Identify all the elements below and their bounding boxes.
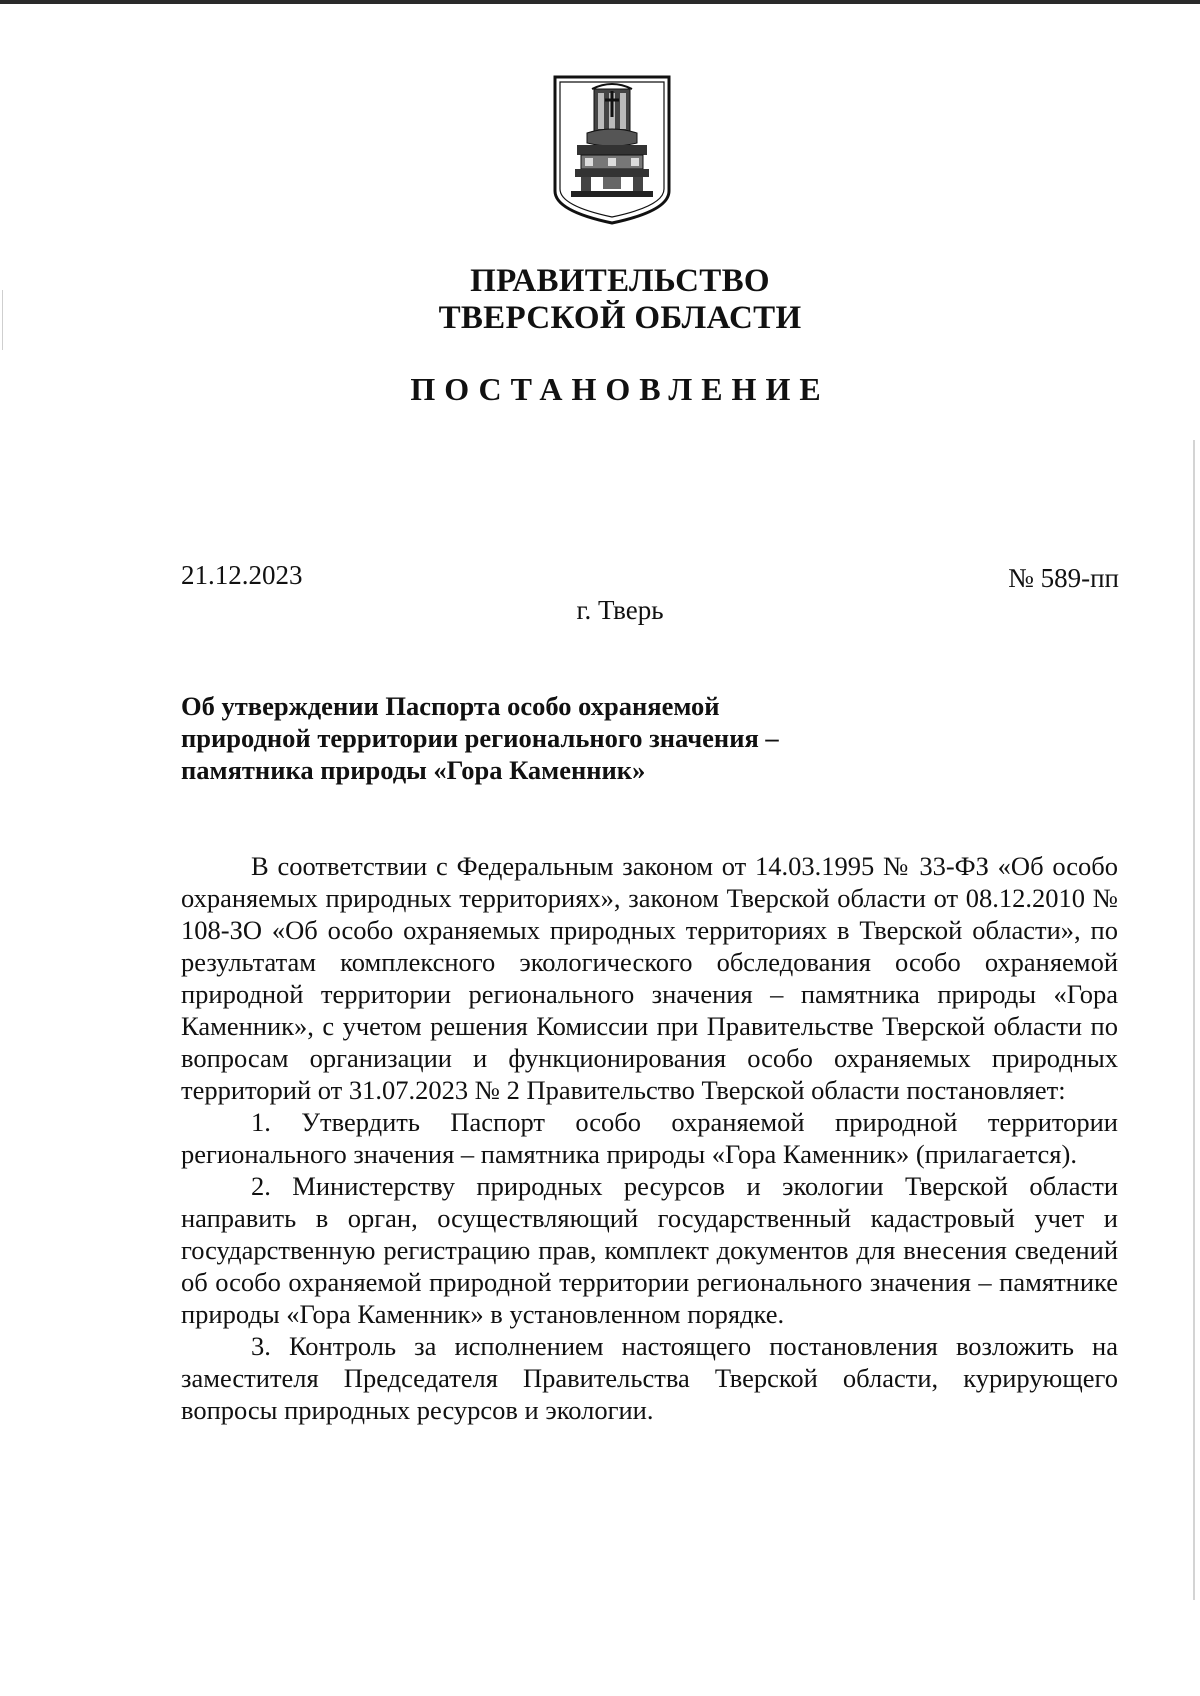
scan-edge-top (0, 0, 1200, 4)
clause-2: 2. Министерству природных ресурсов и экологии Тверской области направить в орган, осуществляющий государственный кадастровый учет и государственную регистрацию прав, комплект документов для внесения сведений об особо охраняемой природной территории регионального значения – памятнике природы «Гора Каменник» в установленном порядке. (181, 1171, 1118, 1329)
decree-city: г. Тверь (576, 595, 664, 625)
tver-coat-of-arms-icon (551, 73, 673, 227)
government-title-line-2: ТВЕРСКОЙ ОБЛАСТИ (438, 300, 802, 336)
subject-line: природной территории регионального значения – (181, 723, 779, 753)
decree-heading: ПОСТАНОВЛЕНИЕ (410, 371, 830, 407)
preamble-paragraph: В соответствии с Федеральным законом от 14.03.1995 № 33-ФЗ «Об особо охраняемых природных территориях», законом Тверской области от 08.12.2010 № 108-ЗО «Об особо охраняемых природных территориях в Тверской области», по результатам комплексного экологического обследования особо охраняемой природной территории регионального значения – памятника природы «Гора Каменник», с учетом решения Комиссии при Правительстве Тверской области по вопросам организации и функционирования особо охраняемых природных территорий от 31.07.2023 № 2 Правительство Тверской области постановляет: (181, 851, 1118, 1105)
decree-subject (181, 690, 821, 786)
decree-number: № 589-пп (1008, 563, 1119, 593)
clause-1: 1. Утвердить Паспорт особо охраняемой природной территории регионального значения – памятника природы «Гора Каменник» (прилагается). (181, 1107, 1118, 1169)
subject-line: памятника природы «Гора Каменник» (181, 755, 646, 785)
decree-date: 21.12.2023 (181, 560, 303, 590)
decree-body (181, 850, 1118, 1426)
government-title-line-1: ПРАВИТЕЛЬСТВО (470, 263, 770, 299)
clause-3: 3. Контроль за исполнением настоящего постановления возложить на заместителя Председателя Правительства Тверской области, курирующего вопросы природных ресурсов и экологии. (181, 1331, 1118, 1425)
subject-line: Об утверждении Паспорта особо охраняемой (181, 691, 720, 721)
